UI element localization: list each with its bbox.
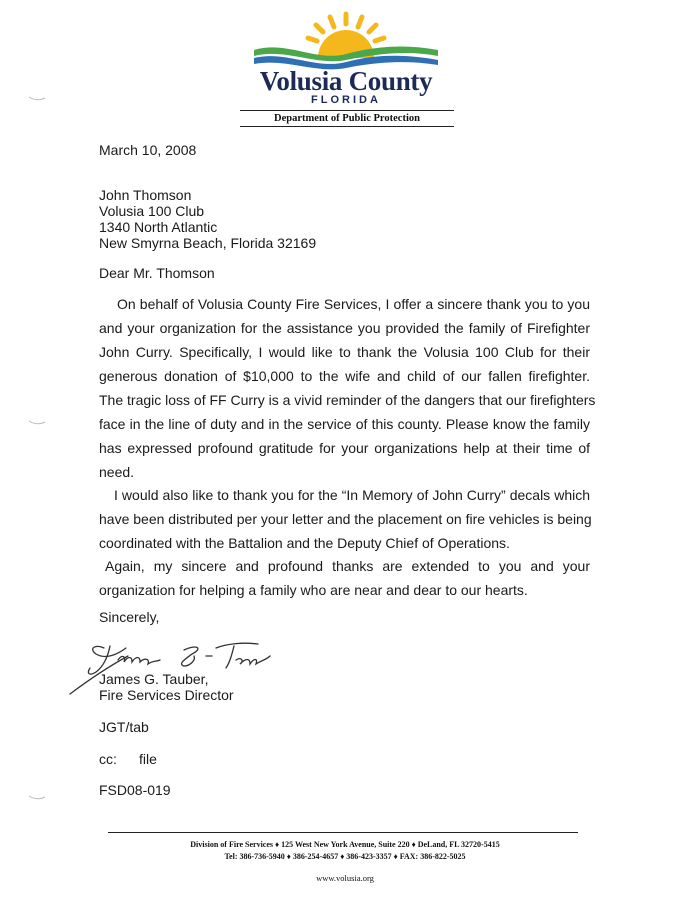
- paragraph-line: organization for helping a family who are near and dear to our hearts.: [99, 582, 528, 598]
- footer-phone: Tel: 386-736-5940 ♦ 386-254-4657 ♦ 386-423-3357 ♦ FAX: 386-822-5025: [224, 852, 466, 861]
- county-name: Volusia County: [259, 66, 433, 96]
- cc-label: cc:: [99, 751, 117, 767]
- letterhead-rule: [240, 110, 454, 111]
- letterhead-rule: [240, 126, 454, 127]
- state-name: FLORIDA: [311, 94, 381, 106]
- footer-address: Division of Fire Services ♦ 125 West New York Avenue, Suite 220 ♦ DeLand, FL 32720-5415: [190, 840, 500, 849]
- body-paragraph-3: [99, 554, 590, 602]
- margin-mark: [28, 96, 46, 102]
- recipient-street: 1340 North Atlantic: [99, 219, 218, 235]
- department-name: Department of Public Protection: [274, 113, 420, 124]
- paragraph-line: Again, my sincere and profound thanks are extended to you and your: [105, 558, 590, 574]
- body-paragraph-1: [99, 292, 596, 484]
- paragraph-line: I would also like to thank you for the “In Memory of John Curry” decals which: [114, 487, 590, 503]
- body-paragraph-2: [99, 483, 590, 555]
- letter-date: March 10, 2008: [99, 142, 197, 158]
- margin-mark: [28, 420, 46, 426]
- paragraph-line: and your organization for the assistance you provided the family of Firefighter: [99, 320, 590, 336]
- closing: Sincerely,: [99, 609, 160, 625]
- cc-value: file: [139, 751, 157, 767]
- paragraph-line: The tragic loss of FF Curry is a vivid reminder of the dangers that our firefighters: [99, 392, 596, 408]
- paragraph-line: generous donation of $10,000 to the wife and child of our fallen firefighter.: [99, 368, 590, 384]
- footer-website: www.volusia.org: [316, 873, 374, 883]
- signer-title: Fire Services Director: [99, 687, 234, 703]
- paragraph-line: On behalf of Volusia County Fire Services, I offer a sincere thank you to you: [117, 296, 590, 312]
- salutation: Dear Mr. Thomson: [99, 265, 215, 281]
- paragraph-line: need.: [99, 464, 135, 480]
- recipient-org: Volusia 100 Club: [99, 203, 205, 219]
- paragraph-line: John Curry. Specifically, I would like to thank the Volusia 100 Club for their: [99, 344, 590, 360]
- paragraph-line: have been distributed per your letter and the placement on fire vehicles is being: [99, 511, 592, 527]
- signer-name: James G. Tauber,: [99, 671, 209, 687]
- margin-mark: [28, 795, 46, 801]
- paragraph-line: face in the line of duty and in the service of this county. Please know the family: [99, 416, 590, 432]
- recipient-name: John Thomson: [99, 187, 192, 203]
- typist-initials: JGT/tab: [99, 719, 149, 735]
- footer-rule: [108, 832, 578, 833]
- reference-number: FSD08-019: [99, 782, 171, 798]
- paragraph-line: coordinated with the Battalion and the Deputy Chief of Operations.: [99, 535, 510, 551]
- recipient-city: New Smyrna Beach, Florida 32169: [99, 235, 317, 251]
- paragraph-line: has expressed profound gratitude for your organizations help at their time of: [99, 440, 590, 456]
